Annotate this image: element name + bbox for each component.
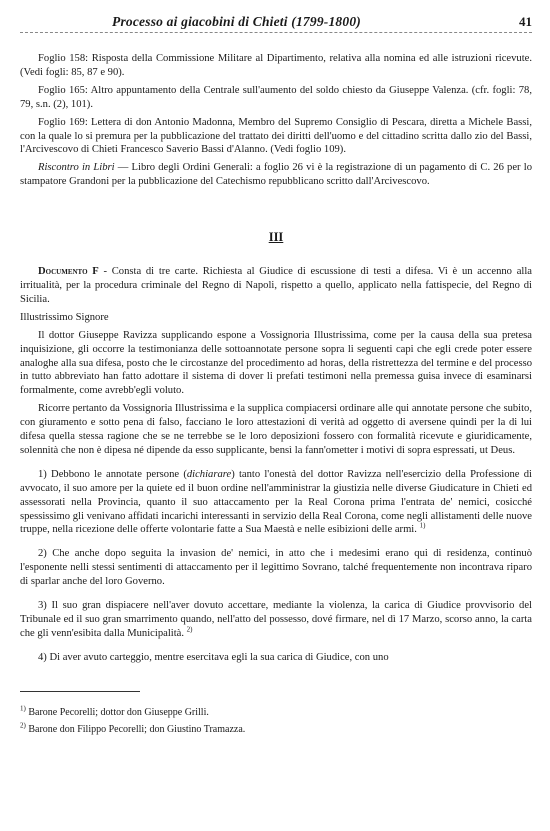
page-number: 41 — [519, 14, 532, 29]
header-rule — [20, 32, 532, 34]
salutation: Illustrissimo Signore — [20, 311, 109, 323]
item-2: 2) Che anche dopo seguita la invasion de' nemici, in atto che i medesimi erano qui di residenza, continuò l'esponente nelli stessi sentimenti di attaccamento per il legittimo Sovrano, talché frequentemente non incontrava riparo di sparlar anche del loro Governo. — [20, 548, 532, 588]
item-1: 1) Debbono le annotate persone (dichiarare) tanto l'onestà del dottor Ravizza nell'esercizio della Professione di avvocato, il suo amore per la quiete ed il buon ordine nell'amministrar la giustizia nelle diverse Giudicature in Chieti ed assessorati nella Provincia, quanto il suo attaccamento per la Real Corona prima l'entrata de' nemici, cosicché spessissimo gli venivano affidati incarichi interessanti in servizio della Real Corona, come negli allistamenti delle nuove truppe, nella ricezione delle offerte volontarie fatte a Sua Maestà e nelle esibizioni delle armi. $^{1)}$ — [20, 468, 532, 536]
footnote-rule — [20, 691, 140, 692]
paragraph-foglio-169: Foglio 169: Lettera di don Antonio Madonna, Membro del Supremo Consiglio di Pescara, diretta a Michele Bassi, con la quale lo si premura per la pubblicazione del trattato dei diritti dell'uomo e del cittadino scritta dallo zio del Bassi, l'Arcivescovo di Chieti Francesco Saverio Bassi d'Alanno. (Vedi foglio 109). — [20, 116, 532, 156]
paragraph-foglio-165: Foglio 165: Altro appuntamento della Centrale sull'aumento del soldo chiesto da Giuseppe Valenza. (cfr. fogli: 78, 79, s.n. (2), 101). — [20, 84, 532, 110]
document-description — [20, 265, 532, 307]
document-text: - Consta di tre carte. Richiesta al Giudice di escussione di testi a difesa. Vi è un accenno alla irritualità, per la procedura criminale del Regno di Napoli, rispetto a quello, applicato nella fattispecie, del Regno di Sicilia. — [20, 266, 532, 305]
paragraph-foglio-158: Foglio 158: Risposta della Commissione Militare al Dipartimento, relativa alla nomina ed alle istruzioni ricevute. (Vedi fogli: 85, 87 e 90). — [20, 53, 532, 78]
document-label: Documento F — [38, 266, 99, 278]
footnote-ref-1: 1) — [419, 521, 426, 530]
section-title: III — [268, 230, 284, 245]
item-4: 4) Di aver avuto carteggio, mentre esercitava egli la sua carica di Giudice, con uno — [38, 651, 389, 663]
petition-paragraph-2: Ricorre pertanto da Vossignoria Illustrissima e la supplica compiacersi ordinare alle qui annotate persone che subito, con giuramento e sotto pena di falso, facciano le loro attestazioni di verità ad oggetto di aversene quindi per la di lui difesa quella stessa ragione che se ne terrebbe se le loro deposizioni fossero con formalità ricevute e giuridicamente, solennità che non è dipesa né dipende da esso supplicante, bensì la fann'ometter i motivi di sopra espressati, ut Deus. — [20, 403, 532, 456]
item-3: 3) Il suo gran dispiacere nell'aver dovuto accettare, mediante la violenza, la carica di Giudice provvisorio del Tribunale ed il suo gran smarrimento quando, nell'atto del possesso, dové firmare, nel dì 17 Marzo, scorso anno, la carta che gli venn'esibita dalla Municipalità. $^{2)}$ — [20, 600, 532, 639]
paragraph-riscontro — [20, 161, 532, 189]
riscontro-label: Riscontro in Libri — [38, 162, 115, 174]
page-header — [20, 12, 532, 34]
page-body — [20, 52, 532, 737]
petition-paragraph-1: Il dottor Giuseppe Ravizza supplicando espone a Vossignoria Illustrissima, come per la causa della sua pretesa inquisizione, gli occorre la testimonianza delle sottoannotate persone sopra li seguenti capi che egli crede poter essere analoghe alla sua difesa, posto che le circostanze del procedimento ad horas, della ristrettezza del termine e del processo in tutto abbreviato han fatto adottare il sistema di dover li prefati testimoni nella premessa guisa invece di esaminarsi formalmente, come avrebb'egli voluto. — [20, 329, 532, 397]
riscontro-text: — Libro degli Ordini Generali: a foglio 26 vi è la registrazione di un pagamento di C. 26 per lo stampatore Grandoni per la pubblicazione del Catechismo repubblicano scritto dall'Arcivescovo. — [20, 162, 532, 188]
footnote-1: $^{1)}$ Barone Pecorelli; dottor don Giuseppe Grilli. — [20, 704, 209, 718]
footnote-ref-2: 2) — [186, 625, 193, 634]
running-title: Processo ai giacobini di Chieti (1799-1800) — [112, 14, 361, 29]
footnote-2: $^{2)}$ Barone don Filippo Pecorelli; don Giustino Tramazza. — [20, 721, 246, 736]
page — [20, 12, 532, 741]
